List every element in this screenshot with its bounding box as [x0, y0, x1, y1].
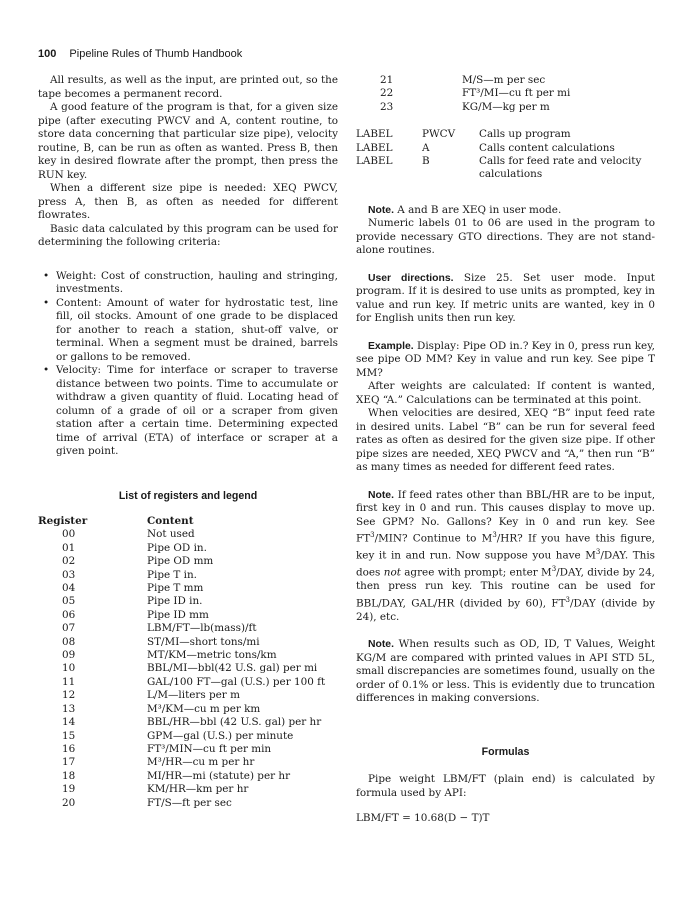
paragraph: After weights are calculated: If content is wanted, XEQ “A.” Calculations can be terminated at this point.	[356, 380, 655, 406]
register-number: 04	[62, 582, 76, 595]
note-2: Note. If feed rates other than BBL/HR are to be input, first key in 0 and run. This causes display to move up. See GPM? No. Gallons? Key in 0 and run key. See $FT^3$/MIN? Continue to $M^3/HR$? If you have this figure, key it in and run. Now suppose you have $M^3$/DAY. This does not agree with prompt; enter $M^3$/DAY, divide by 24, then press run key. This routine can be used for BBL/DAY, GAL/HR (divided by 60), $FT^3$/DAY (divide by 24), etc.	[356, 488, 655, 623]
register-number: 09	[62, 649, 76, 662]
register-number: 13	[62, 702, 76, 715]
table-row	[38, 797, 325, 810]
register-content: LBM/FT—lb(mass)/ft	[147, 622, 257, 635]
paragraph: When velocities are desired, XEQ “B” input feed rate in desired units. Label “B” can be run for several feed rates as often as desired for the given size pipe. If other pipe sizes are needed, XEQ PWCV and “A,” then run “B” as many times as needed for different feed rates.	[356, 407, 655, 474]
table-row	[356, 155, 655, 182]
register-number: 18	[62, 769, 76, 782]
register-content: M/S—m per sec	[462, 74, 546, 86]
labels-table	[356, 128, 655, 182]
table-row	[38, 783, 325, 796]
registers-table	[38, 515, 325, 810]
register-content: M³/KM—cu m per km	[147, 702, 261, 715]
register-number: 12	[62, 689, 76, 702]
paragraph: All results, as well as the input, are printed out, so the tape becomes a permanent record.	[38, 74, 338, 100]
register-number: 01	[62, 541, 76, 554]
example: Example. Display: Pipe OD in.? Key in 0, press run key, see pipe OD MM? Key in value and run key. See pipe T MM?	[356, 339, 655, 379]
label-description: Calls up program	[479, 128, 571, 141]
register-number: 22	[380, 87, 394, 100]
table-row	[356, 101, 570, 114]
register-content: Pipe T in.	[147, 568, 197, 581]
list-item: • Content: Amount of water for hydrostatic test, line fill, oil stocks. Amount of one grade to be displaced for another to reach a station, shut-off valve, or terminal. When a segment must be drained, barrels or gallons to be removed.	[38, 297, 338, 365]
table-row	[356, 128, 655, 141]
table-row	[38, 555, 325, 568]
registers-heading: List of registers and legend	[118, 489, 258, 502]
table-row	[38, 622, 325, 635]
register-content: Pipe ID mm	[147, 608, 209, 621]
table-row	[38, 676, 325, 689]
register-content: Pipe T mm	[147, 582, 204, 595]
left-column	[38, 74, 338, 810]
register-number: 23	[380, 100, 394, 113]
note-3: Note. When results such as OD, ID, T Values, Weight KG/M are compared with printed values in API STD 5L, small discrepancies are sometimes found, usually on the order of 0.1% or less. This is evidently due to truncation differences in making conversions.	[356, 638, 655, 705]
table-row	[356, 142, 655, 155]
paragraph: Numeric labels 01 to 06 are used in the program to provide necessary GTO directions. They are not stand-alone routines.	[356, 217, 655, 257]
register-column-header: Register	[38, 515, 88, 527]
table-row	[356, 87, 570, 100]
register-number: 07	[62, 622, 76, 635]
register-number: 17	[62, 756, 76, 769]
content-column-header: Content	[147, 515, 194, 527]
register-content: BBL/HR—bbl (42 U.S. gal) per hr	[147, 716, 322, 729]
register-content: KG/M—kg per m	[462, 100, 550, 113]
table-header-row	[38, 515, 325, 528]
register-number: 19	[62, 783, 76, 796]
paragraph: A good feature of the program is that, for a given size pipe (after executing PWCV and A, content routine, to store data concerning that particular size pipe), velocity routine, B, can be run as often as wanted. Press B, then key in desired flowrate after the prompt, then press the RUN key.	[38, 101, 338, 181]
register-content: MT/KM—metric tons/km	[147, 649, 277, 662]
table-row	[38, 649, 325, 662]
table-row	[38, 730, 325, 743]
register-content: FT³/MIN—cu ft per min	[147, 742, 272, 755]
register-content: Pipe ID in.	[147, 595, 203, 608]
label-keyword: LABEL	[356, 155, 393, 168]
table-row	[38, 770, 325, 783]
register-number: 08	[62, 635, 76, 648]
register-content: FT/S—ft per sec	[147, 796, 232, 809]
label-name: B	[422, 155, 430, 168]
formula: LBM/FT = 10.68(D − T)T	[356, 812, 490, 825]
table-row	[356, 74, 570, 87]
book-title: Pipeline Rules of Thumb Handbook	[69, 48, 243, 60]
table-row	[38, 703, 325, 716]
register-number: 11	[62, 675, 76, 688]
list-item: • Velocity: Time for interface or scraper to traverse distance between two points. Time to accumulate or withdraw a given quantity of fluid. Locating head of column of a grade of oil or a scraper from given station after a certain time. Determining expected time of arrival (ETA) of interface or scraper at a given point.	[38, 364, 338, 459]
table-row	[38, 716, 325, 729]
register-number: 10	[62, 662, 76, 675]
register-content: ST/MI—short tons/mi	[147, 635, 260, 648]
label-keyword: LABEL	[356, 141, 393, 154]
paragraph: Basic data calculated by this program can be used for determining the following criteria:	[38, 222, 338, 248]
register-content: Not used	[147, 528, 195, 541]
register-content: MI/HR—mi (statute) per hr	[147, 769, 291, 782]
label-keyword: LABEL	[356, 128, 393, 141]
table-row	[38, 756, 325, 769]
right-column	[356, 74, 655, 826]
register-content: GPM—gal (U.S.) per minute	[147, 729, 294, 742]
register-content: Pipe OD mm	[147, 555, 214, 568]
label-description: Calls content calculations	[479, 141, 615, 154]
register-content: FT³/MI—cu ft per mi	[462, 87, 571, 100]
page-number: 100	[38, 48, 57, 60]
register-content: M³/HR—cu m per hr	[147, 756, 255, 769]
register-number: 06	[62, 608, 76, 621]
user-directions: User directions. Size 25. Set user mode. Input program. If it is desired to use units as prompted, key in value and run key. If metric units are wanted, key in 0 for English units then run key.	[356, 271, 655, 325]
register-content: GAL/100 FT—gal (U.S.) per 100 ft	[147, 675, 326, 688]
table-row	[38, 528, 325, 541]
register-number: 00	[62, 528, 76, 541]
table-row	[38, 582, 325, 595]
paragraph: When a different size pipe is needed: XEQ PWCV, press A, then B, as often as needed for different flowrates.	[38, 182, 338, 221]
list-item: • Weight: Cost of construction, hauling and stringing, investments.	[38, 270, 338, 297]
register-number: 03	[62, 568, 76, 581]
label-name: A	[422, 141, 430, 154]
table-row	[38, 743, 325, 756]
register-number: 16	[62, 742, 76, 755]
table-row	[38, 595, 325, 608]
table-row	[38, 636, 325, 649]
register-number: 05	[62, 595, 76, 608]
register-number: 14	[62, 716, 76, 729]
label-description: Calls for feed rate and velocity calculations	[479, 155, 642, 181]
table-row	[38, 569, 325, 582]
register-content: Pipe OD in.	[147, 541, 207, 554]
table-row	[38, 542, 325, 555]
register-content: KM/HR—km per hr	[147, 783, 249, 796]
formulas-heading: Formulas	[481, 745, 530, 758]
formula-intro: Pipe weight LBM/FT (plain end) is calculated by formula used by API:	[356, 773, 655, 799]
note-1: Note. A and B are XEQ in user mode.	[368, 203, 562, 216]
table-row	[38, 689, 325, 702]
register-content: L/M—liters per m	[147, 689, 240, 702]
registers-table-continued	[356, 74, 570, 114]
register-number: 15	[62, 729, 76, 742]
register-number: 21	[380, 74, 394, 86]
label-name: PWCV	[422, 128, 456, 141]
running-header	[38, 48, 242, 60]
table-row	[38, 662, 325, 675]
table-row	[38, 609, 325, 622]
register-number: 02	[62, 555, 76, 568]
register-content: BBL/MI—bbl(42 U.S. gal) per mi	[147, 662, 318, 675]
criteria-list	[38, 270, 338, 459]
register-number: 20	[62, 796, 76, 809]
